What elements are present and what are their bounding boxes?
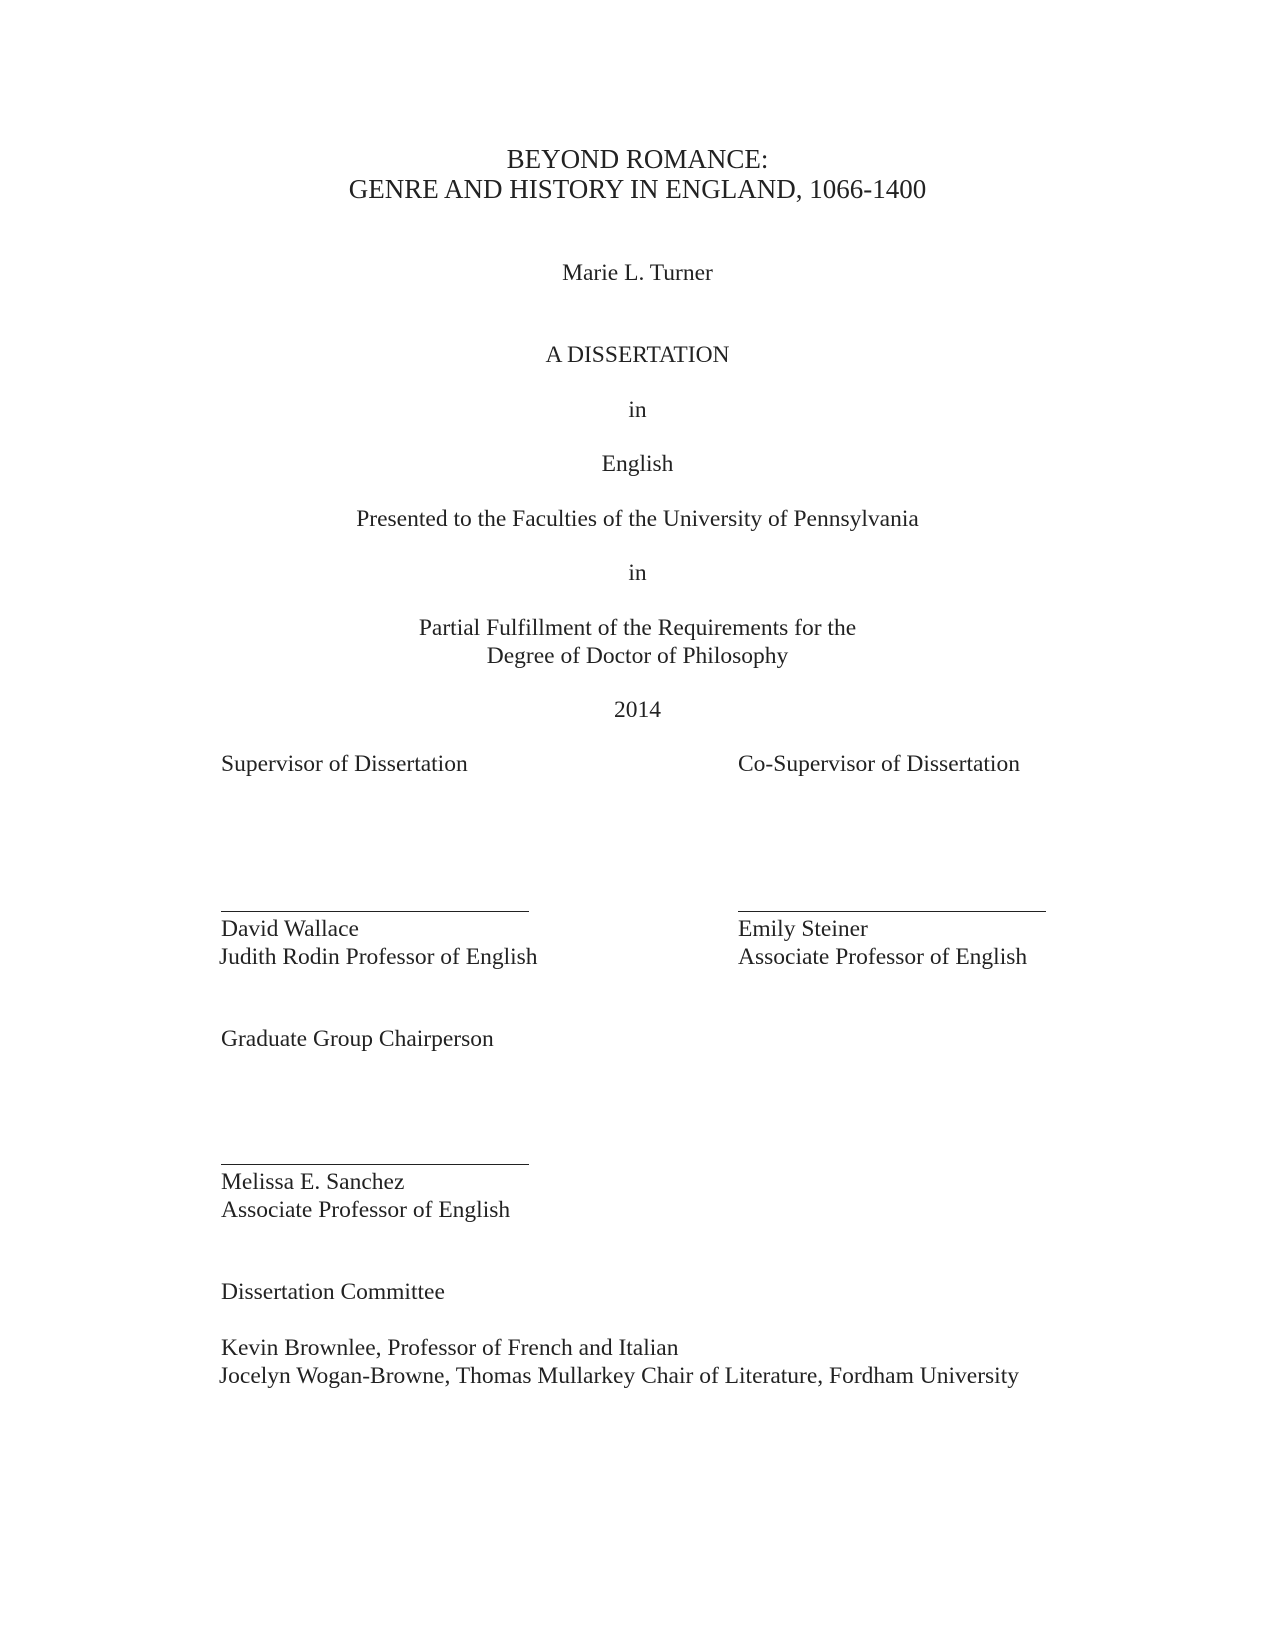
- chairperson-heading: Graduate Group Chairperson: [221, 1026, 494, 1052]
- author-name: Marie L. Turner: [562, 260, 713, 286]
- supervisor-heading: Supervisor of Dissertation: [221, 751, 468, 777]
- supervisor-signature-line: [221, 911, 529, 912]
- presented-to: Presented to the Faculties of the University of Pennsylvania: [356, 506, 919, 532]
- year: 2014: [614, 697, 661, 723]
- co-supervisor-signature-line: [738, 911, 1046, 912]
- committee-member: Jocelyn Wogan-Browne, Thomas Mullarkey Chair of Literature, Fordham University: [219, 1363, 1019, 1389]
- supervisor-title: Judith Rodin Professor of English: [219, 944, 538, 970]
- title-line-1: BEYOND ROMANCE:: [506, 144, 769, 174]
- co-supervisor-title: Associate Professor of English: [738, 944, 1028, 970]
- co-supervisor-heading: Co-Supervisor of Dissertation: [738, 751, 1020, 777]
- committee-member: Kevin Brownlee, Professor of French and Italian: [221, 1335, 679, 1361]
- field-of-study: English: [601, 451, 674, 477]
- document-type: A DISSERTATION: [545, 342, 730, 368]
- fulfillment-line-2: Degree of Doctor of Philosophy: [486, 643, 789, 669]
- fulfillment-line-1: Partial Fulfillment of the Requirements for the: [418, 615, 857, 641]
- title-line-2: GENRE AND HISTORY IN ENGLAND, 1066-1400: [348, 174, 927, 204]
- chairperson-title: Associate Professor of English: [221, 1197, 511, 1223]
- chairperson-name: Melissa E. Sanchez: [221, 1169, 405, 1195]
- chairperson-signature-line: [221, 1164, 529, 1165]
- co-supervisor-name: Emily Steiner: [738, 916, 868, 942]
- supervisor-name: David Wallace: [221, 916, 359, 942]
- in-text-1: in: [628, 397, 647, 423]
- in-text-2: in: [628, 560, 647, 586]
- committee-heading: Dissertation Committee: [221, 1279, 445, 1305]
